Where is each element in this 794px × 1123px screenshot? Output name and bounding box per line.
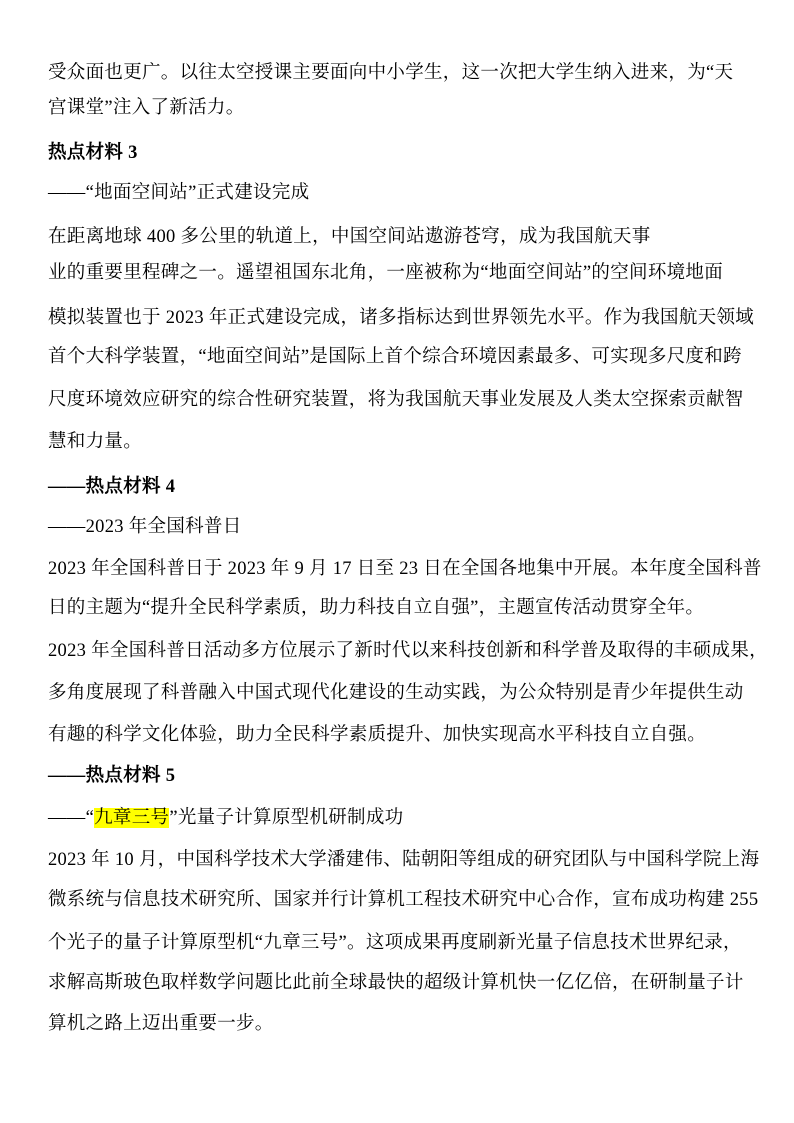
text-line: 2023 年 10 月，中国科学技术大学潘建伟、陆朝阳等组成的研究团队与中国科学院上海 xyxy=(48,850,760,870)
highlighted-text: 九章三号 xyxy=(94,808,170,828)
text-line: 有趣的科学文化体验，助力全民科学素质提升、加快实现高水平科技自立自强。 xyxy=(48,725,707,745)
text-line: 业的重要里程碑之一。遥望祖国东北角，一座被称为“地面空间站”的空间环境地面 xyxy=(48,263,724,283)
section-heading-material-3: 热点材料 3 xyxy=(48,143,138,163)
text-line: 求解高斯玻色取样数学问题比此前全球最快的超级计算机快一亿亿倍，在研制量子计 xyxy=(48,973,744,993)
text-line: 微系统与信息技术研究所、国家并行计算机工程技术研究中心合作，宣布成功构建 255 xyxy=(48,890,759,910)
subtitle-suffix: ”光量子计算原型机研制成功 xyxy=(169,808,404,828)
subtitle-prefix: ——“ xyxy=(48,808,95,828)
text-line: 模拟装置也于 2023 年正式建设完成，诸多指标达到世界领先水平。作为我国航天领域 xyxy=(48,308,755,328)
text-line: 算机之路上迈出重要一步。 xyxy=(48,1014,274,1034)
text-line: 尺度环境效应研究的综合性研究装置，将为我国航天事业发展及人类太空探索贡献智 xyxy=(48,390,744,410)
section-heading-material-5: ——热点材料 5 xyxy=(48,766,176,786)
section-heading-material-4: ——热点材料 4 xyxy=(48,477,176,497)
text-line: 多角度展现了科普融入中国式现代化建设的生动实践，为公众特别是青少年提供生动 xyxy=(48,683,744,703)
text-line: 在距离地球 400 多公里的轨道上，中国空间站遨游苍穹，成为我国航天事 xyxy=(48,227,651,247)
text-line: 日的主题为“提升全民科学素质，助力科技自立自强”，主题宣传活动贯穿全年。 xyxy=(48,598,705,618)
section-subtitle-material-4: ——2023 年全国科普日 xyxy=(48,517,242,537)
text-line: 慧和力量。 xyxy=(48,432,143,452)
section-subtitle-material-5 xyxy=(48,806,403,830)
text-line: 宫课堂”注入了新活力。 xyxy=(48,98,245,118)
text-line: 2023 年全国科普日活动多方位展示了新时代以来科技创新和科学普及取得的丰硕成果， xyxy=(48,641,768,661)
text-line: 个光子的量子计算原型机“九章三号”。这项成果再度刷新光量子信息技术世界纪录， xyxy=(48,933,742,953)
text-line: 2023 年全国科普日于 2023 年 9 月 17 日至 23 日在全国各地集中开展。本年度全国科普 xyxy=(48,559,762,579)
text-line: 首个大科学装置，“地面空间站”是国际上首个综合环境因素最多、可实现多尺度和跨 xyxy=(48,347,742,367)
text-line: 受众面也更广。以往太空授课主要面向中小学生，这一次把大学生纳入进来，为“天 xyxy=(48,63,734,83)
section-subtitle-material-3: ——“地面空间站”正式建设完成 xyxy=(48,183,310,203)
